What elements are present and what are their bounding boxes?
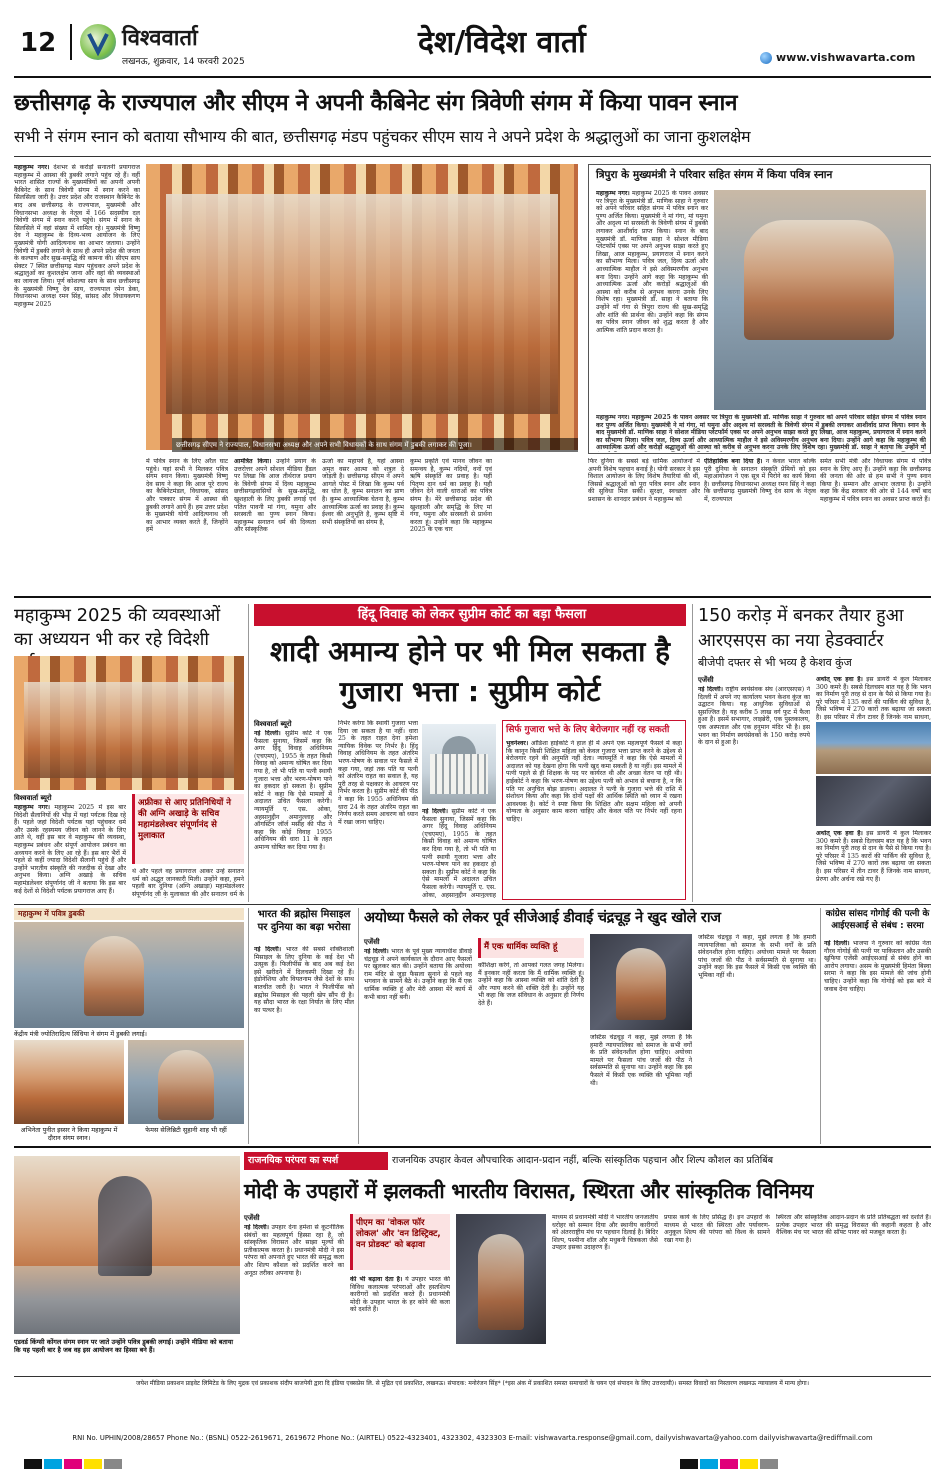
sc-col-1: नई दिल्ली। सुप्रीम कोर्ट ने एक फैसला सुनाया, जिसमें कहा कि अगर हिंदू विवाह अधिनियम (एचएमए), 1955 के तहत किसी विवाह को अमान्य घोषित कर दिया गया है, तो भी पति या पत्नी स्थायी गुजारा भत्ता और भरण-पोषण पाने का हकदार हो सकता है। सुप्रीम कोर्ट ने कहा कि ऐसे मामलों में अदालत उचित फैसला करेगी। न्यायमूर्ति ए. एस. ओका, अहसानुद्दीन अमानुल्लाह और ऑगस्टिन जॉर्ज मसीह की पीठ ने कहा कि कोई विवाह 1955 अधिनियम की धारा 11 के तहत अमान्य घोषित कर दिया गया है। — [254, 730, 332, 851]
kumbh-caption-right: फेमस सेलिब्रिटी सुहानी शाह भी रहीं — [145, 1126, 227, 1134]
court-building-icon — [430, 754, 488, 794]
chandrachud-photo — [590, 934, 692, 1030]
modi-col-1: नई दिल्ली। उपहार देना हमेशा से कूटनीतिक संबंधों का महत्वपूर्ण हिस्सा रहा है, जो सांस्कृतिक विरासत और साझा मूल्यों की प्रतीकात्मक करता है। प्रधानमंत्री मोदी ने इस परंपरा को अपनाते हुए भारत की समृद्ध कला और शिल्प कौशल को प्रदर्शित करने का अनूठा तरीका अपनाया है। — [244, 1224, 344, 1277]
tripura-text-bottom — [596, 414, 926, 452]
chandrachud-col-2: कौशिक्षा करेंगे, तो आपको गलत जगह मिलेगा। मैं इनकार नहीं करता कि मैं धार्मिक व्यक्ति हूं। उन्होंने कहा कि आस्था व्यक्ति को शांति देती है और न्याय करने की शक्ति देती है। उन्होंने यह भी कहा कि जज संविधान के अनुसार ही निर्णय देते हैं। — [478, 962, 584, 1007]
chandrachud-headline: अयोध्या फैसले को लेकर पूर्व सीजेआई डीवाई चंद्रचूड़ ने खुद खोले राज — [364, 910, 721, 926]
chandrachud-col-1: नई दिल्ली। भारत के पूर्व मुख्य न्यायाधीश डीवाई चंद्रचूड़ ने अपने कार्यकाल के दौरान आए फैसलों पर खुलकर बात की। उन्होंने बताया कि अयोध्या राम मंदिर से जुड़ा फैसला सुनाने से पहले वह भगवान के सामने बैठे थे। उन्होंने कहा कि मैं एक धार्मिक व्यक्ति हूं और मेरी आस्था मेरे कार्य में कभी बाधा नहीं बनी। — [364, 948, 472, 1001]
kumbh-photo-main-person — [84, 936, 144, 1016]
footer-rni: RNI No. UPHIN/2008/28657 Phone No.: (BSNL) 0522-2619671, 2619672 Phone No.: (AIRTEL) 0522-4323401, 4323302, 4323303 E-mail: vishwavarta.response@gmail.com, dailyvishwavarta@yahoo.com dailyvishwavarta@rediffmail.com — [72, 1434, 873, 1442]
divider-v-1 — [248, 604, 249, 902]
sc-side-text: भुवनेश्वर। ओडिशा हाईकोर्ट ने हाल ही में अपने एक महत्वपूर्ण फैसले में कहा कि कानून किसी शिक्षित महिला को केवल गुजारा भत्ता प्राप्त करने के उद्देश्य से बेरोजगार रहने की अनुमति नहीं देता। न्यायमूर्ति ने कहा कि ऐसे मामलों में अदालत को यह देखना होगा कि पत्नी खुद कमा सकती है या नहीं। इस मामले में पत्नी पहले से ही शिक्षक के पद पर कार्यरत थी और अच्छा वेतन पा रही थी। हाईकोर्ट ने कहा कि भरण-पोषण का उद्देश्य पत्नी को अभाव से बचाना है, न कि पति पर अनुचित बोझ डालना। अदालत ने पत्नी के गुजारा भत्ते की राशि में संशोधन किया और कहा कि दोनों पक्षों की आर्थिक स्थिति को ध्यान में रखना आवश्यक है। कोर्ट ने स्पष्ट किया कि शिक्षित और सक्षम महिला को अपनी योग्यता के अनुसार काम करना चाहिए और केवल पति पर निर्भर नहीं रहना चाहिए। — [506, 740, 682, 823]
chandrachud-photo-person — [616, 948, 666, 1020]
lead-col-4: ऊर्जा का महापर्व है, यहां आस्था अमृत वसर आत्मा को शत्रुल दे जोड़ती है। छत्तीसगढ़ सीएम ने अपने आगले पोस्ट में लिखा कि कुम्भ पर्व का धोल है, कुम्भ सनातन का प्राण है। कुम्भ आध्यात्मिक चेतना है, कुम्भ आध्यात्मिक ऊर्जा का प्रवाह है। कुम्भ ईश्वर की अनुभूति है, कुम्भ सृष्टि में सभी संस्कृतियों का संगम है, — [322, 458, 404, 526]
color-registration-bar-right — [680, 1454, 920, 1466]
tripura-bottom-col-3: समेत सभी मंत्री और विधायक संगम में पवित्र स्नान के लिए आए हैं। उन्होंने कहा कि छत्तीसगढ़ की जनता की ओर से हम सभी ने पुण्य स्नान किया है। सम्मान और आभार जताया है। उन्होंने कहा कि केंद्र सरकार की ओर से 144 वर्षों बाद महाकुम्भ में पवित्र स्नान का अवसर प्राप्त करते हैं। — [820, 458, 931, 503]
sc-photo — [422, 724, 496, 804]
lead-photo-caption: छत्तीसगढ़ सीएम ने राज्यपाल, विधानसभा अध्यक्ष और अपने सभी विधायकों के साथ संगम में डुबकी लगाकर की पूजा। — [172, 438, 578, 452]
modi-photo-2 — [456, 1214, 546, 1344]
modi-photo — [14, 1156, 240, 1334]
swatch-magenta-2 — [720, 1459, 738, 1469]
tripura-headline: त्रिपुरा के मुख्यमंत्री ने परिवार सहित संगम में किया पवित्र स्नान — [596, 169, 833, 181]
chandrachud-col-3: जस्टिस चंद्रचूड़ ने कहा, मुझे लगता है कि हमारी न्यायपालिका को समाज के सभी वर्गों के प्रति संवेदनशील होना चाहिए। अयोध्या मामले पर फैसला पांच जजों की पीठ ने सर्वसम्मति से सुनाया था। उन्होंने कहा कि इस फैसले में किसी एक व्यक्ति की भूमिका नहीं थी। — [698, 934, 816, 979]
rss-byline: एजेंसी — [698, 676, 714, 684]
divider-v-2 — [692, 604, 693, 902]
kumbh-photo-left — [14, 1040, 124, 1124]
lead-col-2: में पवित्र स्नान के लिए अरैल घाट पहुंचे। यहां सभी ने मिलकर पवित्र संगम स्नान किया। मुख्यमंत्री विष्णु देव साय ने कहा कि आज पूरे राज्य का कैबिनेटमंडल, विधायक, सांसद और पत्रकार संगम में आस्था की डुबकी लगाने आये हैं। हम उत्तर प्रदेश के मुख्यमंत्री योगी आदित्यनाथ जी का आभार व्यक्त करते हैं, जिन्होंने हमें — [146, 458, 228, 534]
modi-photo-caption: एडवर्ड किंग्सी कोंगल संगम स्नान पर जाते उन्होंने पवित्र डुबकी लगाई। उन्होंने मीडिया को बताया कि यह पहली बार है जब वह इस आयोजन का हिस्सा बने हैं। — [14, 1338, 234, 1354]
logo-v-icon — [80, 24, 116, 60]
rss-photo-exterior — [816, 722, 931, 774]
tripura-photo-people — [744, 220, 894, 340]
modi-quote: पीएम का 'वोकल फॉर लोकल' और 'वन डिस्ट्रिक्ट, वन प्रोडक्ट' को बढ़ावा — [356, 1218, 441, 1250]
tripura-photo — [714, 190, 926, 410]
rss-photo-interior — [816, 776, 931, 826]
globe-icon — [760, 52, 772, 64]
tourists-photo-people — [24, 682, 234, 778]
modi-col-2: की भी बढ़ावा देता है। ये उपहार भारत की विविध कलात्मक परंपराओं और हस्तशिल्प कारीगरों को प्रदर्शित करते हैं। प्रधानमंत्री मोदी के उपहार भारत के हर कोने की कला को दर्शाते हैं। — [350, 1276, 450, 1314]
footer-rule — [14, 1376, 931, 1377]
rss-col-1: नई दिल्ली। राष्ट्रीय स्वयंसेवक संघ (आरएसएस) ने दिल्ली में अपने नए कार्यालय भवन केशव कुंज का उद्घाटन किया। यह आधुनिक सुविधाओं से सुसज्जित है। यह करीब 5 लाख वर्ग फुट में फैला हुआ है। इसमें सभागार, लाइब्रेरी, एक पुस्तकालय, एक अस्पताल और एक हनुमान मंदिर भी है। इस भवन का निर्माण स्वयंसेवकों के 150 करोड़ रुपये के दान से हुआ है। — [698, 686, 810, 747]
paper-name: विश्ववार्ता — [122, 26, 198, 51]
section-rule-2 — [14, 904, 931, 905]
lead-subheadline: सभी ने संगम स्नान को बताया सौभाग्य की बात, छत्तीसगढ़ मंडप पहुंचकर सीएम साय ने अपने प्रदेश के श्रद्धालुओं का जाना कुशलक्षेम — [14, 127, 751, 146]
tourists-headline: महाकुम्भ 2025 की व्यवस्थाओं का अध्ययन भी कर रहे विदेशी — [14, 605, 221, 650]
kumbh-photo-right — [128, 1040, 244, 1124]
edition-line: लखनऊ, शुक्रवार, 14 फरवरी 2025 — [122, 57, 245, 67]
swatch-black-2 — [680, 1459, 698, 1469]
section-title: देश/विदेश वार्ता — [418, 25, 586, 60]
gogoi-text: नई दिल्ली। भाजपा ने गुरुवार को कांग्रेस नेता गौरव गोगोई की पत्नी पर पाकिस्तान और उसकी खुफिया एजेंसी आईएसआई से संबंध होने का आरोप लगाया। असम के मुख्यमंत्री हिमंता बिस्वा सरमा ने कहा कि इस मामले की जांच होनी चाहिए। उन्होंने कहा कि गोगोई को इस बारे में जवाब देना चाहिए। — [824, 940, 931, 993]
swatch-magenta — [64, 1459, 82, 1469]
tourists-byline: विश्ववार्ता ब्यूरो — [14, 794, 52, 802]
lead-photo-people — [166, 194, 558, 414]
chandrachud-quote: मैं एक धार्मिक व्यक्ति हूं — [484, 942, 558, 952]
brahmos-headline: भारत की ब्रह्मोस मिसाइल पर दुनिया का बढ़ा भरोसा — [257, 909, 351, 933]
sc-byline: विश्ववार्ता ब्यूरो — [254, 720, 292, 728]
tripura-text-continued: महाकुम्भ नगर। महाकुम्भ 2025 के पावन अवसर पर त्रिपुरा के मुख्यमंत्री डॉ. माणिक साहा ने गुरुवार को अपने परिवार सहित संगम में पवित्र स्नान कर पुण्य अर्जित किया। मुख्यमंत्री ने मां गंगा, मां यमुना और अदृश्य मां सरस्वती के त्रिवेणी संगम में डुबकी लगाकर आशीर्वाद प्राप्त किया। स्नान के बाद मुख्यमंत्री डॉ. माणिक साहा ने सोशल मीडिया प्लेटफॉर्म एक्स पर अपने अनुभव साझा करते हुए लिखा, आज महाकुम्भ, प्रयागराज में स्नान करने का सौभाग्य मिला। पवित्र जल, दिव्य ऊर्जा और आध्यात्मिक माहौल ने इसे अविस्मरणीय अनुभव बना दिया। उन्होंने आगे कहा कि महाकुम्भ की आध्यात्मिक ऊर्जा और करोड़ों श्रद्धालुओं की आस्था को करीब से अनुभव करना उनके लिए विशेष रहा। मुख्यमंत्री डॉ. साहा ने बताया कि उन्होंने माँ — [596, 414, 926, 452]
modi-kicker: राजनयिक परंपरा का स्पर्श — [248, 1155, 339, 1166]
modi-kicker-line: राजनयिक उपहार केवल औपचारिक आदान-प्रदान नहीं, बल्कि सांस्कृतिक पहचान और शिल्प कौशल का प्रतिबिंब — [392, 1155, 774, 1166]
kumbh-photo-right-person — [158, 1050, 214, 1120]
masthead-rule — [14, 76, 931, 78]
tourists-quote: अफ्रीका से आए प्रतिनिधियों ने की अग्नि अखाड़े के सचिव महामंडलेश्वर संपूर्णानंद से मुलाकात — [138, 798, 232, 841]
modi-photo-river — [14, 1266, 240, 1334]
swatch-yellow — [84, 1459, 102, 1469]
tripura-bottom-col-2: ऐतिहासिक बना दिया है। न केवल भारत बल्कि पूरी दुनिया के सनातन संस्कृति प्रेमियों को इस महाआयोजन ने एक सूत्र में पिरोने का कार्य किया है। छत्तीसगढ़ विधानसभा अध्यक्ष रमन सिंह ने कहा कि छत्तीसगढ़ मुख्यमंत्री विष्णु देव साय के नेतृत्व में, राज्यपाल — [704, 458, 816, 503]
modi-photo-person — [98, 1176, 152, 1276]
swatch-gray-2 — [760, 1459, 778, 1469]
rss-col-2b: अर्थात् एक हवा है। इस डायरी में कुल मिलाकर 300 कमरे हैं। सबसे दिलचस्प बात यह है कि भवन का निर्माण पूरी तरह से दान के पैसे से किया गया है। पूरे परिसर में 135 कारों की पार्किंग की सुविधा है, जिसे भविष्य में 270 कारों तक बढ़ाया जा सकता है। इस परिसर में तीन टावर हैं जिनके नाम साधना, प्रेरणा और अर्चना रखे गए हैं। — [816, 830, 931, 883]
tourists-col-1: महाकुम्भ नगर। महाकुम्भ 2025 में इस बार विदेशी सैलानियों की भीड़ में यहां पर्यटक दिख रहे हैं। पहले जहां विदेशी पर्यटक यहां पहुंचकर धर्म और उसके रहस्यमय जीवन को जानने के लिए आते थे, वहीं इस बार वे महाकुम्भ की व्यवस्था, महाकुम्भ प्रबंधन और संपूर्ण आयोजन प्रबंधन का अध्ययन करने के लिए आ रहे हैं। इस बार भैरों में पहले से कहीं ज्यादा विदेशी सैलानी पहुंचे हैं और उन्होंने भारतीय संस्कृति की नजदीक से देखा और अनुभव किया। अग्नि अखाड़े के सचिव महामंडलेश्वर संपूर्णानंद जी ने बताया कि इस बार कई देशों से विदेशी पर्यटक प्रयागराज आए हैं। — [14, 804, 126, 895]
modi-col-3: माध्यम से प्रधानमंत्री मोदी ने भारतीय जनजातीय धरोहर को सम्मान दिया और स्थानीय कारीगरों को अंतरराष्ट्रीय मंच पर पहचान दिलाई है। बिदिर शिल्प, पश्मीना शॉल और मधुबनी चित्रकला जैसे उपहार इसका उदाहरण हैं। — [552, 1214, 658, 1252]
tourists-col-2: थे और पहले वह प्रयागराज आकर उन्हें सनातन धर्म को अद्भुत जानकारी मिली। उन्होंने कहा, हमने पहली बार दुनिया (अग्नि अखाड़ा) महामंडलेश्वर संपूर्णानंद जी के मुलाकात की और सनातन धर्म के — [132, 868, 244, 898]
kumbh-caption-left: अभिनेता पुनीत इस्सर ने किया महाकुम्भ में दौरान संगम स्नान। — [20, 1126, 118, 1142]
chandrachud-col-3a: जस्टिस चंद्रचूड़ ने कहा, मुझे लगता है कि हमारी न्यायपालिका को समाज के सभी वर्गों के प्रति संवेदनशील होना चाहिए। अयोध्या मामले पर फैसला पांच जजों की पीठ ने सर्वसम्मति से सुनाया था। उन्होंने कहा कि इस फैसले में किसी एक व्यक्ति की भूमिका नहीं थी। — [590, 1034, 692, 1087]
modi-photo-2-person — [478, 1234, 524, 1330]
tripura-text: महाकुम्भ नगर। महाकुम्भ 2025 के पावन अवसर पर त्रिपुरा के मुख्यमंत्री डॉ. माणिक साहा ने गुरुवार को अपने परिवार सहित संगम में पवित्र स्नान कर पुण्य अर्जित किया। मुख्यमंत्री ने मां गंगा, मां यमुना और अदृश्य मां सरस्वती के त्रिवेणी संगम में डुबकी लगाकर आशीर्वाद प्राप्त किया। स्नान के बाद मुख्यमंत्री डॉ. माणिक साहा ने सोशल मीडिया प्लेटफॉर्म एक्स पर अपने अनुभव साझा करते हुए लिखा, आज महाकुम्भ, प्रयागराज में स्नान करने का सौभाग्य मिला। पवित्र जल, दिव्य ऊर्जा और आध्यात्मिक माहौल ने इसे अविस्मरणीय अनुभव बना दिया। उन्होंने आगे कहा कि महाकुम्भ की आध्यात्मिक ऊर्जा और करोड़ों श्रद्धालुओं की आस्था को करीब से अनुभव करना उनके लिए विशेष रहा। मुख्यमंत्री डॉ. साहा ने बताया कि उन्होंने माँ गंगा से त्रिपुरा राज्य की सुख-समृद्धि और शांति की प्रार्थना की। उन्होंने कहा कि संगम का पवित्र स्नान जीवन को शुद्ध करता है और आत्मिक शांति प्रदान करता है। — [596, 190, 708, 334]
modi-headline: मोदी के उपहारों में झलकती भारतीय विरासत, स्थिरता और सांस्कृतिक विनिमय — [244, 1179, 814, 1203]
divider-v-5 — [820, 908, 821, 1144]
modi-col-5: स्थिरता और सांस्कृतिक आदान-प्रदान के प्रति प्रतिबद्धता को दर्शाते हैं। प्रत्येक उपहार भारत की समृद्ध विरासत की कहानी कहता है और वैश्विक मंच पर भारत की सॉफ्ट पावर को मजबूत करता है। — [776, 1214, 931, 1237]
chandrachud-byline: एजेंसी — [364, 938, 380, 946]
sc-col-3: नई दिल्ली। सुप्रीम कोर्ट ने एक फैसला सुनाया, जिसमें कहा कि अगर हिंदू विवाह अधिनियम (एचएमए), 1955 के तहत किसी विवाह को अमान्य घोषित कर दिया गया है, तो भी पति या पत्नी स्थायी गुजारा भत्ता और भरण-पोषण पाने का हकदार हो सकता है। सुप्रीम कोर्ट ने कहा कि ऐसे मामलों में अदालत उचित फैसला करेगी। न्यायमूर्ति ए. एस. ओका, अहसानुद्दीन अमानुल्लाह — [422, 808, 496, 898]
section-rule-3 — [14, 1146, 931, 1148]
page-number: 12 — [20, 28, 57, 58]
kumbh-photo-main — [14, 922, 244, 1028]
lead-rule — [14, 156, 931, 157]
rss-col-2a: अर्थात् एक हवा है। इस डायरी में कुल मिलाकर 300 कमरे हैं। सबसे दिलचस्प बात यह है कि भवन का निर्माण पूरी तरह से दान के पैसे से किया गया है। पूरे परिसर में 135 कारों की पार्किंग की सुविधा है, जिसे भविष्य में 270 कारों तक बढ़ाया जा सकता है। इस परिसर में तीन टावर हैं जिनके नाम साधना, — [816, 676, 931, 720]
modi-byline: एजेंसी — [244, 1214, 260, 1222]
divider-v-4 — [358, 908, 359, 1144]
sc-headline: शादी अमान्य होने पर भी मिल सकता है गुजारा भत्ता : सुप्रीम कोर्ट — [270, 635, 670, 708]
modi-col-4: प्रयास कार्य के लिए प्रसिद्ध है। इन उपहारों के माध्यम से भारत की स्थिरता और पर्यावरण-अनुकूल शिल्प की परंपरा को विश्व के सामने रखा गया है। — [664, 1214, 770, 1244]
lead-photo — [146, 164, 578, 450]
swatch-gray — [104, 1459, 122, 1469]
rss-subheadline: बीजेपी दफ्तर से भी भव्य है केशव कुंज — [698, 656, 852, 669]
lead-col-1: महाकुम्भ नगर। देशभर से करोड़ों सनातनी प्रयागराज महाकुम्भ में आस्था की डुबकी लगाने पहुंच रहे हैं। वहीं भारत शासित राज्यों के मुख्यमंत्रियों का अपनी अपनी कैबिनेट के साथ त्रिवेणी संगम में स्नान करने का सिलसिला जारी है। उत्तर प्रदेश और राजस्थान कैबिनेट के बाद अब छत्तीसगढ़ के राज्यपाल, मुख्यमंत्री और विधानसभा अध्यक्ष के नेतृत्व में 166 सदस्यीय दल त्रिवेणी संगम में स्नान करने पहुंचे। संगम में स्नान के सिलसिले में वहां संख्या में शामिल रहे। मुख्यमंत्री विष्णु देव ने महाकुम्भ के दिव्य-भव्य आयोजन के लिए मुख्यमंत्री योगी आदित्यनाथ का आभार जताया। उन्होंने त्रिवेणी में डुबकी लगाने के साथ ही अपने प्रदेश की जनता के कल्याण और सुख-समृद्धि की कामना की। सीएम साय सेक्टर 7 स्थित छत्तीसगढ़ मंडप पहुंचकर अपने प्रदेश के श्रद्धालुओं का कुशलक्षेम जाना और वहां की व्यवस्थाओं का जायजा लिया। पूर्ण कोशल्या साय के साथ छत्तीसगढ़ के मुख्यमंत्री विष्णु देव साय, राज्यपाल रमेन डेका, विधानसभा अध्यक्ष रमन सिंह, सांसद और विधायकगण महाकुम्भ 2025 — [14, 164, 140, 308]
lead-col-3: आमंत्रित किया। उन्होंने प्रयाग के उत्तरोत्तर अपने सोशल मीडिया हैंडल पर लिखा कि आज तीर्थराज प्रयाग के त्रिवेणी संगम में दिव्य महाकुम्भ छत्तीसगढ़वासियों के सुख-समृद्धि, खुशहाली के लिए डुबकी लगाई एवं पतित पावनी मां गंगा, यमुना और सरस्वती का पुण्य स्नान किया। महाकुम्भ सनातन धर्म की दिव्यता और सांस्कृतिक — [234, 458, 316, 534]
kumbh-label: महाकुम्भ में पवित्र डुबकी — [14, 908, 244, 920]
brahmos-text: नई दिल्ली। भारत की सबसे शक्तिशाली मिसाइल के लिए दुनिया के कई देश भी उत्सुक हैं। फिलीपींस के बाद अब कई देश इसे खरीदने में दिलचस्पी दिखा रहे हैं। इंडोनेशिया और वियतनाम जैसे देशों के साथ बातचीत जारी है। भारत ने फिलीपींस को ब्रह्मोस मिसाइल की पहली खेप सौंप दी है। यह सौदा भारत के रक्षा निर्यात के लिए मील का पत्थर है। — [254, 946, 354, 1014]
tripura-bottom-col-1: फिर दुनिया के सबसे बड़े धार्मिक आयोजनों में अपनी विशेष पहचान बनाई है। योगी सरकार ने इस विशाल आयोजन के लिए विशेष तैयारियां की थीं, जिससे श्रद्धालुओं को पूरा पवित्र स्नान और स्नान की सुविधा मिल सकी। सुरक्षा, स्वच्छता और प्रशासन के शानदार प्रबंधन ने महाकुम्भ को — [588, 458, 700, 503]
masthead — [14, 14, 931, 74]
sc-col-2: निर्भर करेगा कि स्थायी गुजारा भत्ता दिया जा सकता है या नहीं। धारा 25 के तहत राहत देना हमेशा न्यायिक विवेक पर निर्भर है। हिंदू विवाह अधिनियम के तहत अंतरिम भरण-पोषण के सवाल पर फैसले में कहा गया, जहां तक पति या पत्नी को अंतरिम राहत का सवाल है, यह पूरी तरह से पक्षकार के आचरण पर निर्भर करता है। सुप्रीम कोर्ट की पीठ ने कहा कि 1955 अधिनियम की धारा 24 के तहत अंतरिम राहत का निर्णय करते समय आचरण को ध्यान में रखा जाना चाहिए। — [338, 720, 418, 826]
website[interactable]: www.vishwavarta.com — [776, 51, 916, 64]
sc-kicker: हिंदू विवाह को लेकर सुप्रीम कोर्ट का बड़ा फैसला — [357, 607, 587, 622]
swatch-black — [24, 1459, 42, 1469]
swatch-yellow-2 — [740, 1459, 758, 1469]
lead-col-5: कुम्भ प्रकृति एवं मानव जीवन का समन्वय है, कुम्भ नदियों, वनों एवं ऋषि संस्कृति का प्रवाह है। यहीं पितृप्य दान धर्म का प्रवाह है। यही जीवन देने वाली धाराओं का पवित्र संगम है। मेरे छत्तीसगढ़ प्रदेश की खुशहाली और समृद्धि के लिए मां गंगा, यमुना और सरस्वती से प्रार्थना करता हूं। उन्होंने कहा कि महाकुम्भ 2025 के एक चार — [410, 458, 492, 534]
rss-headline: 150 करोड़ में बनकर तैयार हुआ आरएसएस का नया हेडक्वार्टर — [698, 606, 904, 651]
sc-side-headline: सिर्फ गुजारा भत्ते के लिए बेरोजगार नहीं रह सकती — [506, 725, 670, 735]
swatch-cyan-2 — [700, 1459, 718, 1469]
section-rule-1 — [14, 596, 931, 598]
kumbh-caption-main: केंद्रीय मंत्री ज्योतिरादित्य सिंधिया ने संगम में डुबकी लगाई। — [14, 1030, 147, 1038]
tourists-photo — [14, 656, 244, 790]
gogoi-headline: कांग्रेस सांसद गोगोई की पत्नी के आईएसआई से संबंध : सरमा — [825, 909, 930, 931]
court-dome-icon — [442, 736, 476, 754]
page-number-divider — [70, 24, 72, 60]
footer-imprint: जयेश मीडिया प्रकाशन प्राइवेट लिमिटेड के लिए मुद्रक एवं प्रकाशक संदीप बाजपेयी द्वारा दि इंडिया एक्सप्रेस लि. से मुद्रित एवं प्रकाशित, लखनऊ। संपादक: मनोरंजन सिंह* (*इस अंक में प्रकाशित समस्त समाचारों के चयन एवं संपादन के लिए उत्तरदायी)। समस्त विवादों का निस्तारण लखनऊ न्यायालय में मान्य होगा। — [136, 1380, 809, 1387]
swatch-cyan — [44, 1459, 62, 1469]
lead-headline: छत्तीसगढ़ के राज्यपाल और सीएम ने अपनी कैबिनेट संग त्रिवेणी संगम में किया पावन स्नान — [14, 90, 738, 116]
divider-v-3 — [248, 908, 249, 1144]
